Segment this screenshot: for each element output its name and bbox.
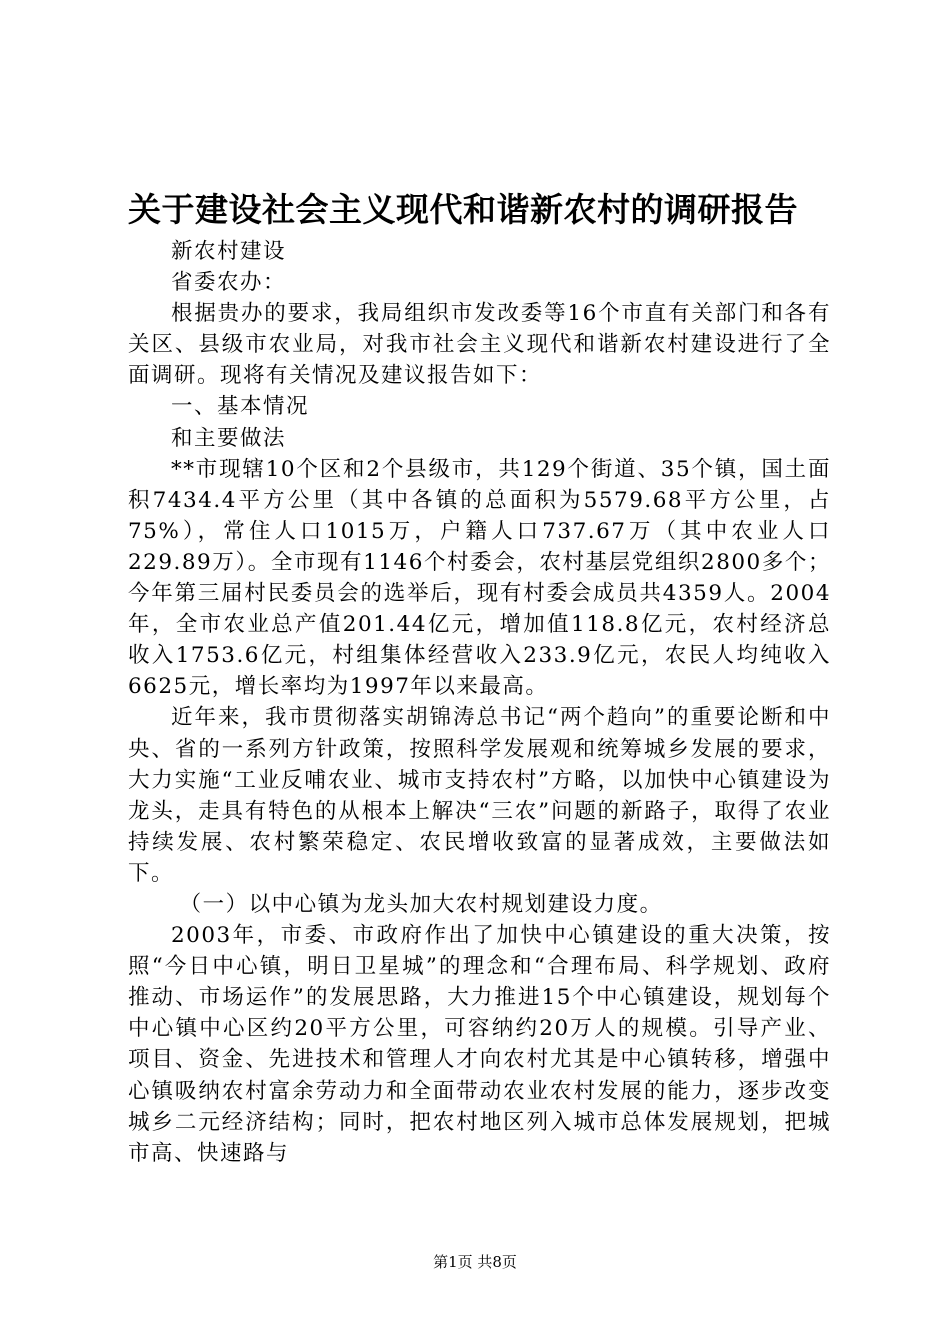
document-title: 关于建设社会主义现代和谐新农村的调研报告: [128, 190, 798, 229]
paragraph-recent-years: 近年来，我市贯彻落实胡锦涛总书记“两个趋向”的重要论断和中央、省的一系列方针政策，按照科学发展观和统筹城乡发展的要求，大力实施“工业反哺农业、城市支持农村”方略，以加快中心镇建设为龙头，走具有特色的从根本上解决“三农”问题的新路子，取得了农业持续发展、农村繁荣稳定、农民增收致富的显著成效，主要做法如下。: [128, 705, 831, 886]
page-footer: 第1页 共8页: [433, 1253, 517, 1271]
subsection-heading-1: （一）以中心镇为龙头加大农村规划建设力度。: [179, 891, 663, 917]
paragraph-recipient: 省委农办：: [171, 270, 287, 296]
paragraph-2003: 2003年，市委、市政府作出了加快中心镇建设的重大决策，按照“今日中心镇，明日卫星城”的理念和“合理布局、科学规划、政府推动、市场运作”的发展思路，大力推进15个中心镇建设，规划每个中心镇中心区约20平方公里，可容纳约20万人的规模。引导产业、项目、资金、先进技术和管理人才向农村尤其是中心镇转移，增强中心镇吸纳农村富余劳动力和全面带动农业农村发展的能力，逐步改变城乡二元经济结构；同时，把农村地区列入城市总体发展规划，把城市高、快速路与: [128, 923, 831, 1166]
section-heading-basic: 一、基本情况: [171, 394, 310, 420]
paragraph-subject: 新农村建设: [171, 239, 287, 264]
section-heading-practices: 和主要做法: [171, 425, 287, 451]
document-body: [128, 236, 831, 1169]
paragraph-intro: 根据贵办的要求，我局组织市发改委等16个市直有关部门和各有关区、县级市农业局，对我市社会主义现代和谐新农村建设进行了全面调研。现将有关情况及建议报告如下：: [128, 301, 831, 389]
paragraph-statistics: **市现辖10个区和2个县级市，共129个街道、35个镇，国土面积7434.4平方公里（其中各镇的总面积为5579.68平方公里，占75%），常住人口1015万，户籍人口737.67万（其中农业人口229.89万）。全市现有1146个村委会，农村基层党组织2800多个；今年第三届村民委员会的选举后，现有村委会成员共4359人。2004年，全市农业总产值201.44亿元，增加值118.8亿元，农村经济总收入1753.6亿元，村组集体经营收入233.9亿元，农民人均纯收入6625元，增长率均为1997年以来最高。: [128, 456, 831, 700]
